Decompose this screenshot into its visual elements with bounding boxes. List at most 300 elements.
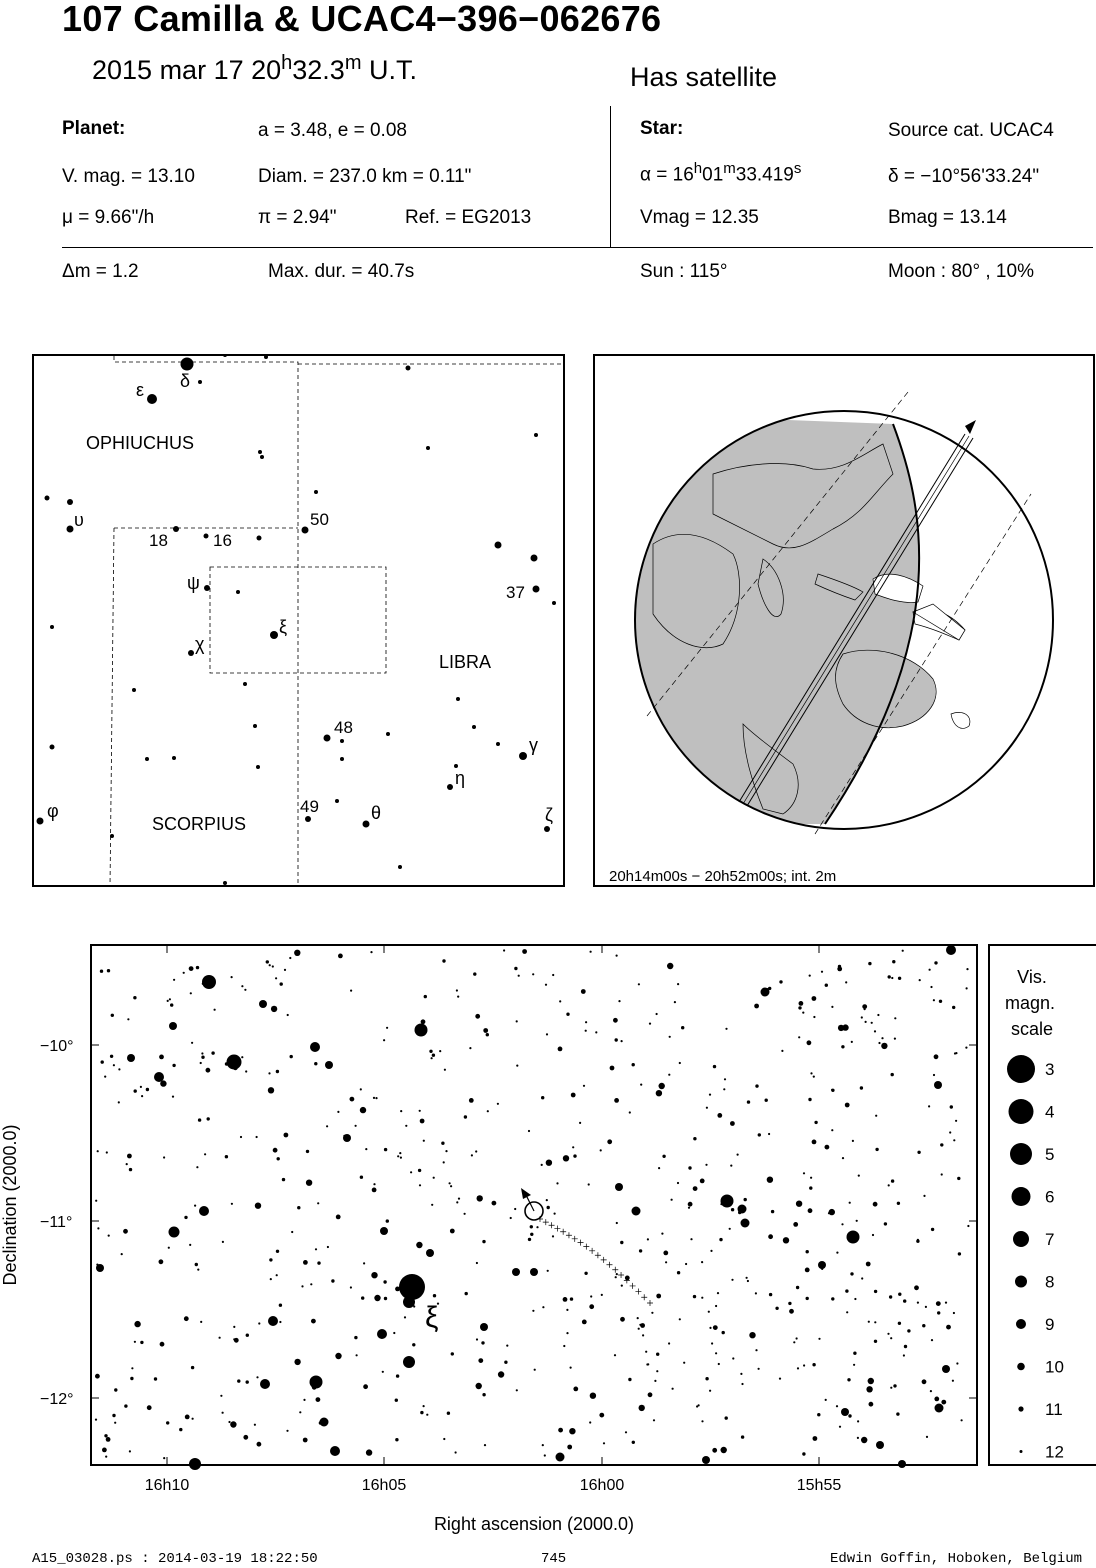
field-star bbox=[615, 1276, 617, 1278]
field-star bbox=[831, 1297, 834, 1300]
field-star bbox=[311, 1319, 316, 1324]
field-star bbox=[825, 984, 828, 987]
field-star bbox=[754, 1004, 759, 1009]
label-xi: ξ bbox=[279, 617, 288, 637]
field-star bbox=[589, 1421, 591, 1423]
finder-star bbox=[324, 735, 331, 742]
field-star bbox=[442, 959, 445, 962]
field-star bbox=[874, 1030, 876, 1032]
field-star bbox=[197, 1269, 199, 1271]
field-star bbox=[747, 1100, 750, 1103]
field-star bbox=[723, 1088, 725, 1090]
delta-magnitude bbox=[62, 261, 139, 283]
label-18: 18 bbox=[149, 531, 168, 550]
field-star-bright bbox=[876, 1441, 884, 1449]
field-star bbox=[476, 1338, 478, 1340]
field-star bbox=[220, 1395, 222, 1397]
field-star bbox=[946, 1325, 951, 1330]
field-star bbox=[705, 1377, 708, 1380]
field-star bbox=[191, 1366, 194, 1369]
field-star bbox=[807, 1040, 812, 1045]
field-star bbox=[802, 1012, 804, 1014]
field-star bbox=[821, 971, 823, 973]
field-star bbox=[788, 1302, 791, 1305]
finder-star bbox=[314, 490, 318, 494]
finder-star bbox=[45, 496, 50, 501]
field-star bbox=[464, 1213, 466, 1215]
field-star bbox=[941, 1173, 943, 1175]
field-star-bright bbox=[169, 1227, 180, 1238]
field-star bbox=[395, 1438, 398, 1441]
field-star bbox=[817, 1413, 820, 1416]
field-star bbox=[688, 1202, 693, 1207]
field-star bbox=[639, 1249, 642, 1252]
field-star bbox=[845, 1103, 850, 1108]
field-star bbox=[337, 1111, 339, 1113]
field-star bbox=[810, 1177, 812, 1179]
field-star bbox=[104, 1076, 106, 1078]
field-star-bright bbox=[260, 1379, 270, 1389]
field-star bbox=[851, 1041, 853, 1043]
field-star bbox=[133, 996, 136, 999]
field-star bbox=[559, 1000, 561, 1002]
field-star bbox=[373, 1183, 375, 1185]
field-star bbox=[842, 1157, 844, 1159]
field-star bbox=[456, 989, 458, 991]
field-star bbox=[672, 1388, 674, 1390]
field-star bbox=[872, 1234, 874, 1236]
field-star bbox=[326, 1125, 328, 1127]
field-star bbox=[245, 1070, 247, 1072]
field-star bbox=[225, 1155, 228, 1158]
field-star bbox=[445, 1150, 447, 1152]
field-star bbox=[632, 1441, 635, 1444]
field-star bbox=[821, 1268, 823, 1270]
field-star bbox=[629, 1111, 631, 1113]
field-star bbox=[395, 1399, 398, 1402]
label-upsilon: υ bbox=[74, 510, 84, 530]
field-star bbox=[516, 1020, 518, 1022]
field-star bbox=[647, 1363, 649, 1365]
field-star bbox=[599, 1413, 604, 1418]
field-star bbox=[894, 1038, 896, 1040]
ra-m-unit: m bbox=[723, 160, 736, 177]
field-star bbox=[755, 1349, 757, 1351]
field-star-bright bbox=[310, 1042, 320, 1052]
finder-star bbox=[340, 739, 344, 743]
field-star bbox=[639, 1405, 645, 1411]
field-star bbox=[244, 989, 246, 991]
field-star bbox=[273, 1148, 278, 1153]
field-star bbox=[805, 1268, 810, 1273]
field-star bbox=[789, 1309, 794, 1314]
field-star bbox=[818, 1338, 820, 1340]
field-star bbox=[196, 1166, 198, 1168]
planet-reference: Ref. = EG2013 bbox=[405, 207, 532, 228]
moon-elongation: Moon : 80° , 10% bbox=[888, 261, 1034, 282]
finder-star bbox=[447, 784, 453, 790]
planet-vmag: V. mag. = 13.10 bbox=[62, 166, 195, 187]
field-star bbox=[166, 1421, 169, 1424]
field-star bbox=[450, 1185, 452, 1187]
field-star bbox=[857, 1420, 859, 1422]
field-star bbox=[95, 1200, 97, 1202]
field-star bbox=[907, 1329, 910, 1332]
field-star bbox=[256, 1136, 258, 1138]
field-star bbox=[233, 1326, 235, 1328]
field-star bbox=[884, 1222, 887, 1225]
field-star bbox=[269, 1258, 272, 1261]
field-star bbox=[890, 1337, 892, 1339]
finder-star bbox=[544, 826, 550, 832]
field-star bbox=[922, 1324, 925, 1327]
field-star-bright bbox=[268, 1316, 278, 1326]
field-star bbox=[423, 1405, 425, 1407]
field-star bbox=[939, 1000, 942, 1003]
field-star bbox=[740, 1373, 742, 1375]
field-star bbox=[397, 1155, 399, 1157]
field-star bbox=[160, 1342, 165, 1347]
field-star bbox=[360, 1176, 363, 1179]
legend-dot bbox=[1018, 1406, 1023, 1411]
field-star bbox=[934, 961, 937, 964]
detail-frame bbox=[91, 945, 977, 1465]
field-star bbox=[839, 1426, 841, 1428]
field-star bbox=[399, 1152, 401, 1154]
field-star bbox=[172, 1064, 175, 1067]
legend-magnitude-label: 3 bbox=[1045, 1060, 1055, 1079]
field-star-bright bbox=[512, 1268, 520, 1276]
xi-companion-star bbox=[403, 1296, 415, 1308]
dec-tick-12: −12° bbox=[40, 1391, 74, 1408]
field-star bbox=[541, 1164, 543, 1166]
field-star bbox=[114, 1422, 116, 1424]
field-star bbox=[456, 1201, 458, 1203]
field-star bbox=[718, 1363, 720, 1365]
field-star bbox=[384, 1148, 387, 1151]
field-star bbox=[581, 989, 586, 994]
finder-chart bbox=[32, 354, 565, 887]
finder-star bbox=[264, 355, 268, 359]
field-star bbox=[796, 1201, 802, 1207]
field-star bbox=[184, 1316, 189, 1321]
field-star bbox=[758, 1133, 761, 1136]
field-star bbox=[836, 1252, 838, 1254]
field-star bbox=[685, 1263, 687, 1265]
field-star bbox=[849, 1202, 851, 1204]
field-star bbox=[730, 1121, 735, 1126]
field-star bbox=[871, 1022, 873, 1024]
field-star bbox=[255, 1203, 261, 1209]
field-star-bright bbox=[632, 1207, 641, 1216]
field-star bbox=[510, 1217, 512, 1219]
field-star bbox=[966, 987, 968, 989]
finder-star bbox=[256, 765, 260, 769]
finder-star bbox=[37, 818, 44, 825]
field-star bbox=[724, 1078, 726, 1080]
table-vertical-divider bbox=[610, 106, 611, 248]
detail-star-chart bbox=[0, 935, 1096, 1535]
field-star bbox=[796, 1286, 799, 1289]
field-star bbox=[258, 1322, 260, 1324]
field-star-bright bbox=[127, 1054, 135, 1062]
field-star bbox=[645, 1351, 647, 1353]
field-star bbox=[429, 1050, 432, 1053]
field-star bbox=[848, 1414, 851, 1417]
pi-value: = 2.94" bbox=[271, 207, 337, 228]
field-star bbox=[190, 992, 192, 994]
field-star bbox=[853, 1364, 855, 1366]
field-star bbox=[483, 1028, 488, 1033]
field-star bbox=[101, 1060, 104, 1063]
legend-dot bbox=[1013, 1231, 1029, 1247]
field-star bbox=[814, 1121, 817, 1124]
field-star bbox=[546, 1160, 552, 1166]
table-horizontal-divider bbox=[62, 247, 1093, 248]
field-star bbox=[400, 1110, 402, 1112]
field-star bbox=[431, 1057, 433, 1059]
label-theta: θ bbox=[371, 803, 382, 823]
field-star bbox=[418, 1169, 421, 1172]
field-star bbox=[170, 1003, 173, 1006]
field-star bbox=[566, 1309, 568, 1311]
field-star-bright bbox=[615, 1183, 623, 1191]
field-star bbox=[731, 1279, 733, 1281]
field-star bbox=[902, 950, 904, 952]
field-star bbox=[715, 1305, 717, 1307]
field-star bbox=[677, 983, 679, 985]
field-star bbox=[482, 1393, 485, 1396]
field-star bbox=[717, 1113, 722, 1118]
field-star bbox=[585, 1030, 587, 1032]
label-49: 49 bbox=[300, 797, 319, 816]
field-star bbox=[484, 1444, 486, 1446]
field-star bbox=[725, 1028, 727, 1030]
ra-minutes: 01 bbox=[702, 164, 724, 186]
finder-star bbox=[223, 881, 227, 885]
field-star bbox=[350, 990, 352, 992]
field-star bbox=[370, 951, 372, 953]
field-star bbox=[191, 1042, 193, 1044]
field-star bbox=[410, 1171, 412, 1173]
field-star bbox=[852, 1140, 854, 1142]
finder-star bbox=[340, 757, 344, 761]
field-star bbox=[903, 1354, 905, 1356]
field-star bbox=[393, 1332, 395, 1334]
legend-dot bbox=[1012, 1187, 1031, 1206]
field-star bbox=[836, 1405, 838, 1407]
field-star bbox=[112, 1414, 115, 1417]
field-star bbox=[306, 1180, 312, 1186]
field-star bbox=[375, 1097, 377, 1099]
field-star-bright bbox=[380, 1227, 388, 1235]
field-star bbox=[613, 1018, 618, 1023]
field-star bbox=[134, 1341, 136, 1343]
field-star-bright bbox=[847, 1231, 860, 1244]
field-star bbox=[214, 1009, 216, 1011]
field-star bbox=[356, 1354, 358, 1356]
field-star bbox=[937, 1311, 940, 1314]
field-star bbox=[276, 1274, 278, 1276]
field-star bbox=[439, 1050, 441, 1052]
field-star bbox=[755, 1084, 758, 1087]
field-star bbox=[363, 1384, 368, 1389]
field-star bbox=[861, 1016, 863, 1018]
delta-m-value: m = 1.2 bbox=[74, 261, 139, 282]
field-star bbox=[738, 1211, 741, 1214]
field-star bbox=[241, 985, 243, 987]
field-star bbox=[327, 1246, 329, 1248]
finder-star bbox=[50, 625, 54, 629]
field-star bbox=[583, 1085, 585, 1087]
field-star bbox=[547, 1206, 550, 1209]
field-star bbox=[382, 1371, 384, 1373]
field-star bbox=[934, 1397, 939, 1402]
field-star bbox=[230, 1421, 236, 1427]
field-star bbox=[280, 982, 283, 985]
field-star-bright bbox=[189, 1458, 201, 1470]
field-star bbox=[620, 1317, 625, 1322]
star-dec bbox=[888, 166, 1039, 188]
field-star bbox=[953, 1139, 955, 1141]
field-star bbox=[412, 1343, 415, 1346]
field-star bbox=[894, 1017, 896, 1019]
field-star bbox=[355, 1125, 357, 1127]
field-star bbox=[287, 1014, 289, 1016]
label-psi: ψ bbox=[187, 573, 200, 593]
field-star bbox=[424, 995, 427, 998]
mu-symbol: μ bbox=[62, 207, 73, 228]
satellite-note: Has satellite bbox=[630, 62, 778, 92]
field-star bbox=[709, 1327, 711, 1329]
field-star bbox=[450, 1229, 455, 1234]
field-star bbox=[967, 1225, 969, 1227]
field-star bbox=[449, 1182, 451, 1184]
label-16: 16 bbox=[213, 531, 232, 550]
ra-tick-16h10: 16h10 bbox=[144, 1477, 190, 1494]
field-star bbox=[361, 1296, 364, 1299]
field-star bbox=[933, 999, 935, 1001]
field-star bbox=[582, 1320, 587, 1325]
field-star bbox=[719, 1238, 722, 1241]
field-star bbox=[279, 1304, 282, 1307]
field-star bbox=[268, 1072, 270, 1074]
field-star bbox=[315, 1248, 317, 1250]
field-star bbox=[201, 1052, 203, 1054]
finder-star bbox=[552, 601, 556, 605]
field-star bbox=[677, 1271, 680, 1274]
field-star bbox=[343, 1135, 345, 1137]
field-star bbox=[159, 1259, 164, 1264]
constellation-ophiuchus: OPHIUCHUS bbox=[86, 433, 195, 453]
star-ra bbox=[640, 160, 801, 186]
field-star bbox=[185, 1415, 190, 1420]
field-star bbox=[779, 980, 782, 983]
field-star bbox=[940, 1143, 943, 1146]
field-star bbox=[853, 1352, 856, 1355]
field-star bbox=[111, 1014, 114, 1017]
field-star bbox=[897, 1202, 900, 1205]
field-star bbox=[118, 1068, 120, 1070]
field-star bbox=[447, 1412, 450, 1415]
field-star bbox=[572, 1146, 574, 1148]
footer-file: A15_03028.ps : 2014-03-19 18:22:50 bbox=[32, 1551, 318, 1567]
field-star bbox=[279, 1321, 281, 1323]
field-star bbox=[141, 1095, 143, 1097]
field-star bbox=[677, 1182, 679, 1184]
xi-scorpii-star bbox=[399, 1274, 425, 1300]
field-star bbox=[661, 1233, 663, 1235]
finder-star bbox=[495, 542, 502, 549]
field-star bbox=[930, 1390, 932, 1392]
finder-star bbox=[260, 455, 264, 459]
field-star bbox=[433, 1177, 435, 1179]
field-star bbox=[638, 1328, 640, 1330]
field-star-bright bbox=[403, 1356, 415, 1368]
field-star bbox=[423, 1140, 425, 1142]
star-bmag: Bmag = 13.14 bbox=[888, 207, 1007, 228]
field-star bbox=[616, 1222, 618, 1224]
field-star bbox=[383, 1039, 385, 1041]
finder-star bbox=[257, 536, 262, 541]
field-star-bright bbox=[426, 1249, 434, 1257]
field-star bbox=[808, 1208, 813, 1213]
field-star bbox=[610, 1066, 615, 1071]
field-star bbox=[709, 1094, 711, 1096]
finder-star bbox=[67, 499, 73, 505]
field-star bbox=[163, 1457, 165, 1459]
field-star bbox=[386, 1027, 388, 1029]
field-star bbox=[420, 1119, 425, 1124]
field-star bbox=[492, 1201, 497, 1206]
legend-magnitude-label: 11 bbox=[1045, 1400, 1063, 1419]
legend-dot bbox=[1017, 1363, 1025, 1371]
field-star bbox=[720, 1203, 722, 1205]
field-star bbox=[875, 1115, 877, 1117]
field-star bbox=[668, 1074, 670, 1076]
field-star bbox=[802, 1452, 805, 1455]
field-star bbox=[254, 1424, 256, 1426]
field-star bbox=[945, 1302, 947, 1304]
field-star bbox=[542, 1306, 544, 1308]
field-star bbox=[290, 1055, 293, 1058]
field-star bbox=[869, 1402, 874, 1407]
field-star bbox=[771, 1210, 774, 1213]
field-star bbox=[426, 1414, 428, 1416]
field-star bbox=[570, 1297, 573, 1300]
field-star-bright bbox=[942, 1365, 950, 1373]
field-star bbox=[693, 1186, 698, 1191]
field-star bbox=[544, 1454, 546, 1456]
field-star bbox=[584, 1272, 587, 1275]
field-star bbox=[601, 1294, 603, 1296]
field-star-bright bbox=[330, 1446, 340, 1456]
field-star bbox=[779, 1378, 781, 1380]
field-star bbox=[532, 973, 534, 975]
field-star bbox=[857, 1437, 859, 1439]
field-star bbox=[386, 1219, 389, 1222]
field-star bbox=[700, 1179, 705, 1184]
field-star bbox=[360, 1107, 366, 1113]
field-star bbox=[916, 1240, 919, 1243]
field-star bbox=[898, 1322, 901, 1325]
finder-star bbox=[67, 526, 74, 533]
ra-tick-16h05: 16h05 bbox=[361, 1477, 407, 1494]
field-star bbox=[957, 1177, 960, 1180]
legend-magnitude-label: 4 bbox=[1045, 1102, 1055, 1122]
field-star bbox=[195, 1263, 198, 1266]
planet-parallax bbox=[258, 207, 337, 229]
